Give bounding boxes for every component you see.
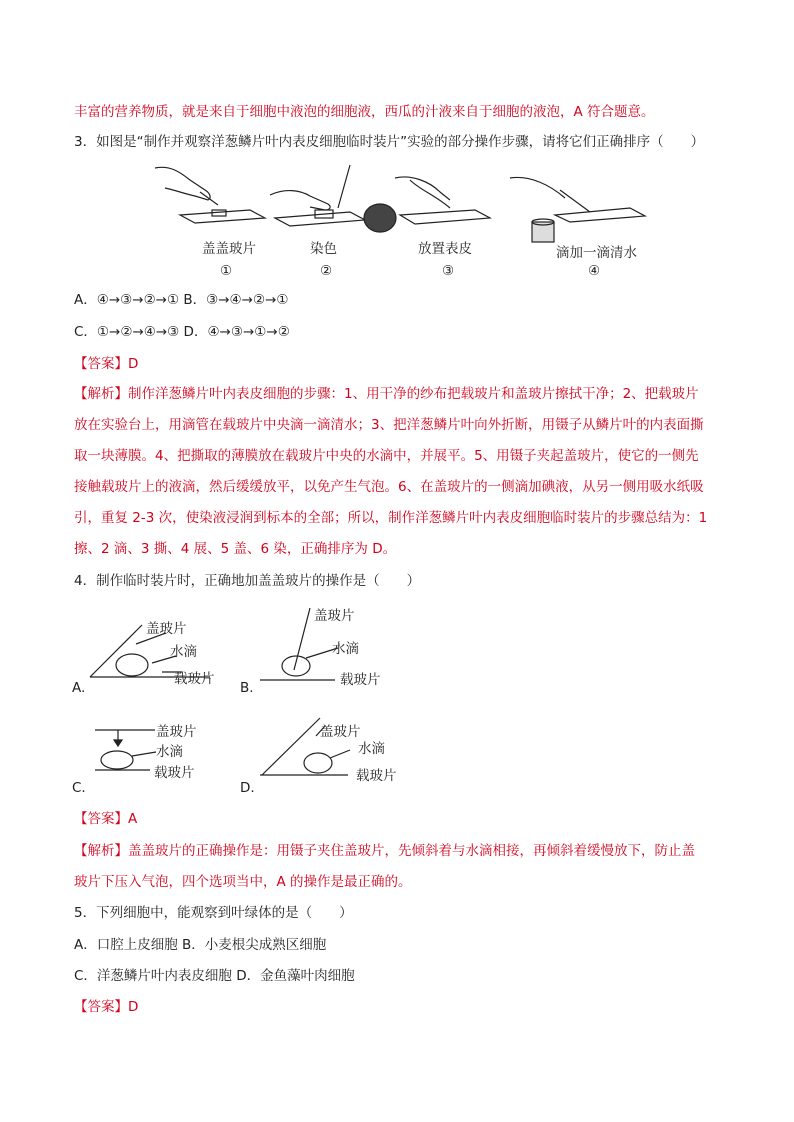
option-c-diagram [95, 730, 156, 770]
q3-analysis-1: 【解析】制作洋葱鳞片叶内表皮细胞的步骤：1、用干净的纱布把载玻片和盖玻片擦拭干净；2、把载玻片 [74, 386, 699, 402]
option-a-water-label: 水滴 [170, 644, 197, 660]
q3-procedure-figure [150, 160, 650, 290]
option-d-water-label: 水滴 [358, 741, 385, 757]
option-b-slide-label: 载玻片 [340, 672, 381, 688]
step1-label: 盖盖玻片 [202, 241, 256, 257]
option-c-slide-label: 载玻片 [154, 765, 195, 781]
answer-tag: 【答案】 [74, 999, 128, 1015]
option-d-letter: D. [240, 780, 255, 796]
step2-num: ② [320, 263, 333, 279]
answer-value: A [128, 811, 138, 827]
option-c-water-label: 水滴 [156, 744, 183, 760]
q5-options-cd: C．洋葱鳞片叶内表皮细胞 D．金鱼藻叶肉细胞 [74, 968, 355, 984]
option-b-water-label: 水滴 [332, 641, 359, 657]
step4-num: ④ [588, 263, 601, 279]
q5-stem: 5．下列细胞中，能观察到叶绿体的是（ ） [74, 905, 353, 921]
q4-options-figure [70, 600, 430, 800]
q4-analysis-2: 玻片下压入气泡，四个选项当中，A 的操作是最正确的。 [74, 874, 412, 890]
option-d-slide-label: 载玻片 [356, 768, 397, 784]
step1-hand-illustration [155, 167, 265, 223]
option-d-cover-label: 盖玻片 [320, 724, 361, 740]
answer-value: D [128, 356, 139, 372]
answer-tag: 【答案】 [74, 356, 128, 372]
answer-tag: 【答案】 [74, 811, 128, 827]
q4-answer [74, 808, 137, 830]
step3-label: 放置表皮 [418, 241, 472, 257]
step3-onion-illustration [364, 177, 490, 232]
option-a-letter: A. [72, 680, 86, 696]
option-b-cover-label: 盖玻片 [314, 608, 355, 624]
q4-analysis-1: 【解析】盖盖玻片的正确操作是：用镊子夹住盖玻片，先倾斜着与水滴相接，再倾斜着缓慢放下，防止盖 [74, 843, 695, 859]
step1-num: ① [220, 263, 233, 279]
q3-analysis-5: 引，重复 2-3 次，使染液浸润到标本的全部；所以，制作洋葱鳞片叶内表皮细胞临时装片的步骤总结为：1 [74, 510, 708, 526]
option-c-letter: C. [72, 780, 86, 796]
answer-value: D [128, 999, 139, 1015]
q3-analysis-3: 取一块薄膜。4、把撕取的薄膜放在载玻片中央的水滴中，并展平。5、用镊子夹起盖玻片，使它的一侧先 [74, 448, 699, 464]
q5-answer [74, 996, 138, 1018]
step2-dropper-illustration [270, 165, 365, 226]
q5-options-ab: A．口腔上皮细胞 B．小麦根尖成熟区细胞 [74, 937, 327, 953]
q2-analysis-tail: 丰富的营养物质，就是来自于细胞中液泡的细胞液，西瓜的汁液来自于细胞的液泡，A 符合题意。 [74, 104, 655, 120]
option-a-slide-label: 载玻片 [174, 671, 215, 687]
step4-beaker-illustration [510, 177, 645, 242]
q3-stem: 3．如图是“制作并观察洋葱鳞片叶内表皮细胞临时装片”实验的部分操作步骤，请将它们正确排序（ ） [74, 134, 705, 150]
step4-label: 滴加一滴清水 [556, 245, 637, 261]
option-b-letter: B. [240, 680, 254, 696]
option-a-cover-label: 盖玻片 [146, 621, 187, 637]
q3-answer [74, 353, 138, 375]
step3-num: ③ [442, 263, 455, 279]
option-c-cover-label: 盖玻片 [156, 724, 197, 740]
q3-options-cd: C．①→②→④→③ D．④→③→①→② [74, 324, 290, 340]
q3-analysis-6: 擦、2 滴、3 撕、4 展、5 盖、6 染，正确排序为 D。 [74, 541, 397, 557]
q3-analysis-2: 放在实验台上，用滴管在载玻片中央滴一滴清水；3、把洋葱鳞片叶向外折断，用镊子从鳞片叶的内表面撕 [74, 417, 704, 433]
q3-options-ab: A．④→③→②→① B．③→④→②→① [74, 292, 289, 308]
step2-label: 染色 [310, 241, 337, 257]
q3-analysis-4: 接触载玻片上的液滴，然后缓缓放平，以免产生气泡。6、在盖玻片的一侧滴加碘液，从另一侧用吸水纸吸 [74, 479, 704, 495]
q4-stem: 4．制作临时装片时，正确地加盖盖玻片的操作是（ ） [74, 573, 421, 589]
